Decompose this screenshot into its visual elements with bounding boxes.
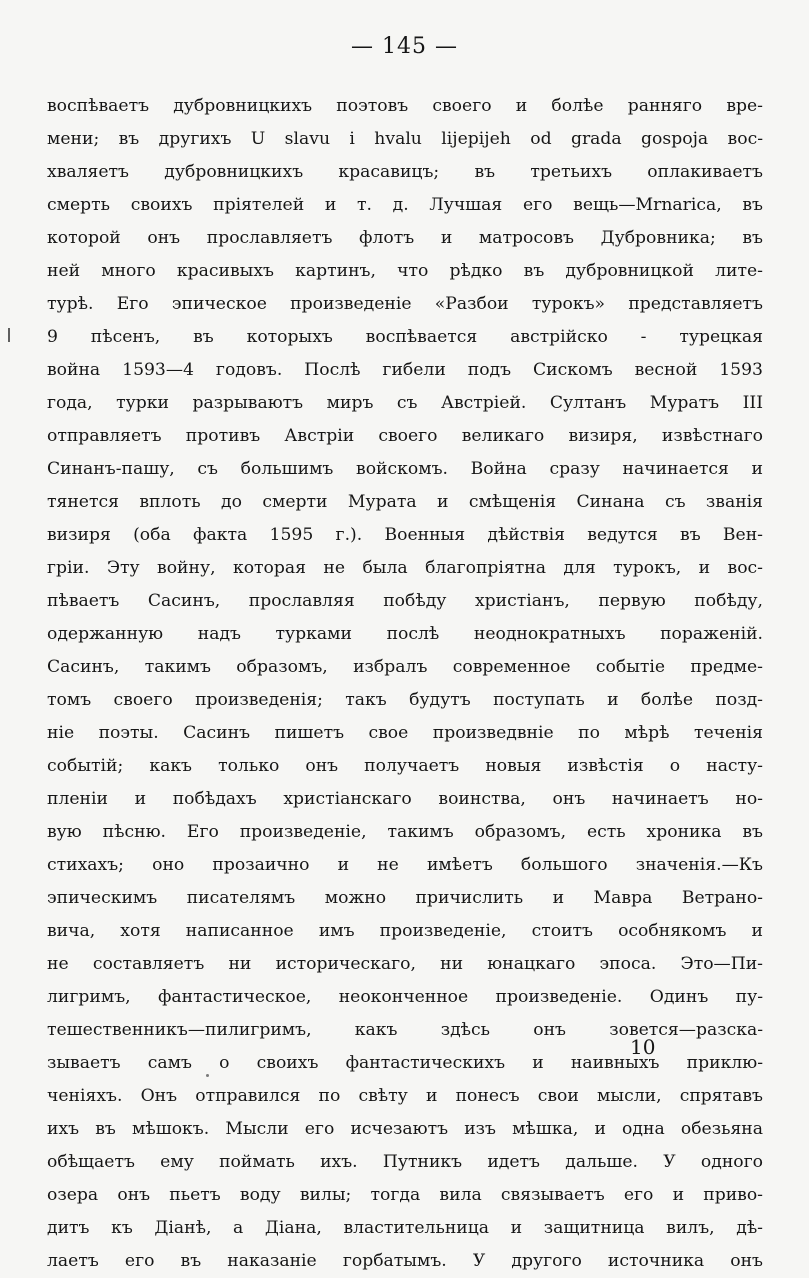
- text-line: вую пѣсню. Его произведеніе, такимъ образомъ, есть хроника въ: [47, 822, 763, 842]
- text-line: война 1593—4 годовъ. Послѣ гибели подъ Сискомъ весной 1593: [47, 360, 763, 380]
- text-line: эпическимъ писателямъ можно причислить и Мавра Ветрано-: [47, 888, 763, 908]
- text-line: визиря (оба факта 1595 г.). Военныя дѣйствія ведутся въ Вен-: [47, 525, 763, 545]
- text-line: тешественникъ—пилигримъ, какъ здѣсь онъ зовется—разска-: [47, 1020, 763, 1040]
- text-line: мени; въ другихъ U slavu i hvalu lijepijeh od grada gospoja вос-: [47, 129, 763, 149]
- text-line: одержанную надъ турками послѣ неоднократныхъ пораженій.: [47, 624, 763, 644]
- text-line: пѣваетъ Сасинъ, прославляя побѣду христіанъ, первую побѣду,: [47, 591, 763, 611]
- text-line: пленіи и побѣдахъ христіанскаго воинства, онъ начинаетъ но-: [47, 789, 763, 809]
- text-line: не составляетъ ни историческаго, ни юнацкаго эпоса. Это—Пи-: [47, 954, 763, 974]
- paper-speck: [206, 1074, 209, 1077]
- text-line: ней много красивыхъ картинъ, что рѣдко въ дубровницкой лите-: [47, 261, 763, 281]
- text-line: гріи. Эту войну, которая не была благопріятна для турокъ, и вос-: [47, 558, 763, 578]
- text-line: зываетъ самъ о своихъ фантастическихъ и наивныхъ приклю-: [47, 1053, 763, 1073]
- text-line: стихахъ; оно прозаично и не имѣетъ большого значенія.—Къ: [47, 855, 763, 875]
- text-line: 9 пѣсенъ, въ которыхъ воспѣвается австрійско - турецкая: [47, 327, 763, 347]
- text-line: лигримъ, фантастическое, неоконченное произведеніе. Одинъ пу-: [47, 987, 763, 1007]
- text-line: дитъ къ Діанѣ, а Діана, властительница и защитница вилъ, дѣ-: [47, 1218, 763, 1238]
- text-line: Синанъ-пашу, съ большимъ войскомъ. Война сразу начинается и: [47, 459, 763, 479]
- text-line: воспѣваетъ дубровницкихъ поэтовъ своего и болѣе ранняго вре-: [47, 96, 763, 116]
- text-line: событій; какъ только онъ получаетъ новыя извѣстія о насту-: [47, 756, 763, 776]
- text-line: турѣ. Его эпическое произведеніе «Разбои турокъ» представляетъ: [47, 294, 763, 314]
- text-line: тянется вплоть до смерти Мурата и смѣщенія Синана съ званія: [47, 492, 763, 512]
- text-line: лаетъ его въ наказаніе горбатымъ. У другого источника онъ: [47, 1251, 763, 1271]
- text-line: ихъ въ мѣшокъ. Мысли его исчезаютъ изъ мѣшка, и одна обезьяна: [47, 1119, 763, 1139]
- text-line: которой онъ прославляетъ флотъ и матросовъ Дубровника; въ: [47, 228, 763, 248]
- text-line: Сасинъ, такимъ образомъ, избралъ современное событіе предме-: [47, 657, 763, 677]
- body-text: [47, 90, 763, 1278]
- text-line: смерть своихъ пріятелей и т. д. Лучшая его вещь—Mrnarica, въ: [47, 195, 763, 215]
- text-line: вича, хотя написанное имъ произведеніе, стоитъ особнякомъ и: [47, 921, 763, 941]
- text-line: озера онъ пьетъ воду вилы; тогда вила связываетъ его и приво-: [47, 1185, 763, 1205]
- margin-mark: [8, 328, 10, 342]
- text-line: томъ своего произведенія; такъ будутъ поступать и болѣе позд-: [47, 690, 763, 710]
- text-line: ніе поэты. Сасинъ пишетъ свое произведвніе по мѣрѣ теченія: [47, 723, 763, 743]
- text-line: ченіяхъ. Онъ отправился по свѣту и понесъ свои мысли, спрятавъ: [47, 1086, 763, 1106]
- page-number: — 145 —: [351, 34, 458, 59]
- signature-mark: 10: [630, 1035, 656, 1059]
- text-line: обѣщаетъ ему поймать ихъ. Путникъ идетъ дальше. У одного: [47, 1152, 763, 1172]
- text-line: хваляетъ дубровницкихъ красавицъ; въ третьихъ оплакиваетъ: [47, 162, 763, 182]
- text-line: отправляетъ противъ Австріи своего великаго визиря, извѣстнаго: [47, 426, 763, 446]
- text-line: года, турки разрываютъ миръ съ Австріей. Султанъ Муратъ III: [47, 393, 763, 413]
